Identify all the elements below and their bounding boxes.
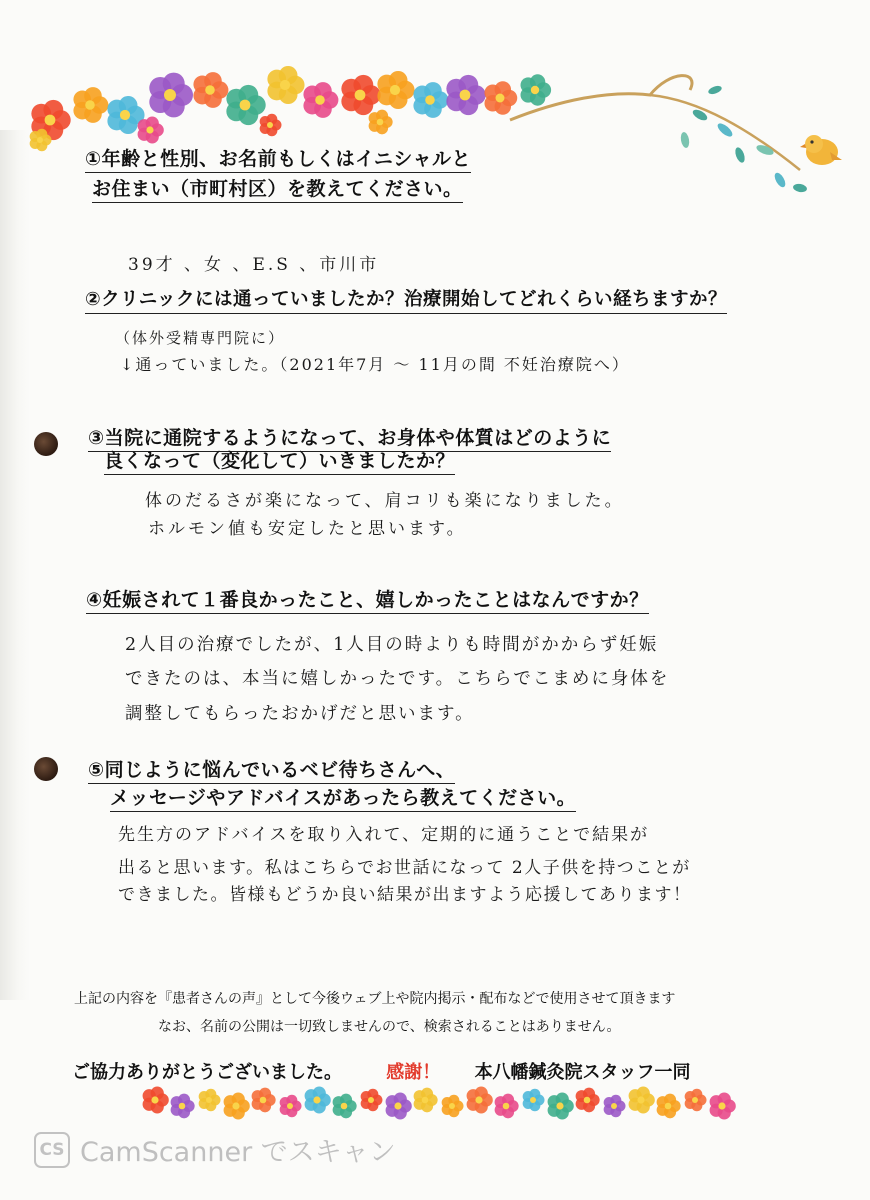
flower-icon bbox=[442, 1095, 464, 1117]
answer-3-line1: 体のだるさが楽になって、肩コリも楽になりました。 bbox=[145, 491, 625, 511]
flower-icon bbox=[226, 85, 265, 125]
flower-garland-top bbox=[20, 50, 580, 160]
binder-hole bbox=[34, 757, 58, 781]
question-4-line1: ④妊娠されて１番良かったこと、嬉しかったことはなんですか？ bbox=[86, 588, 649, 614]
flower-icon bbox=[377, 71, 414, 109]
flower-icon bbox=[369, 110, 393, 135]
flower-icon bbox=[495, 1094, 519, 1119]
footer-notice-2: なお、名前の公開は一切致しませんので、検索されることはありません。 bbox=[158, 1019, 621, 1035]
answer-5-line2: 出ると思います。私はこちらでお世話になって 2人子供を持つことが bbox=[118, 858, 691, 878]
thanks-red: 感謝！ bbox=[386, 1062, 441, 1083]
flower-icon bbox=[576, 1088, 600, 1113]
answer-4-line3: 調整してもらったおかげだと思います。 bbox=[125, 704, 475, 724]
flower-icon bbox=[267, 66, 304, 104]
answer-2: ↓通っていました。（2021年7月 ～ 11月の間 不妊治療院へ） bbox=[120, 355, 630, 374]
answer-5-line1: 先生方のアドバイスを取り入れて、定期的に通うことで結果が bbox=[118, 825, 650, 845]
flower-icon bbox=[685, 1089, 707, 1111]
flower-icon bbox=[73, 87, 108, 123]
answer-1: 39才 、女 、E.S 、市川市 bbox=[128, 255, 380, 275]
question-5-line2: メッセージやアドバイスがあったら教えてください。 bbox=[110, 786, 576, 812]
question-3-line2: 良くなって（変化して）いきましたか？ bbox=[104, 449, 455, 475]
flower-icon bbox=[467, 1087, 493, 1114]
footer-notice-1: 上記の内容を『患者さんの声』として今後ウェブ上や院内掲示・配布などで使用させて頂きます bbox=[74, 991, 676, 1007]
answer-3-line2: ホルモン値も安定したと思います。 bbox=[148, 519, 467, 539]
flower-icon bbox=[446, 75, 485, 115]
answer-4-line1: 2人目の治療でしたが、1人目の時よりも時間がかからず妊娠 bbox=[125, 635, 659, 655]
answer-5-line3: できました。皆様もどうか良い結果が出ますよう応援してあります！ bbox=[118, 885, 692, 905]
flower-icon bbox=[280, 1095, 302, 1117]
flower-icon bbox=[252, 1088, 276, 1113]
flower-icon bbox=[386, 1093, 412, 1120]
thanks-text: ご協力ありがとうございました。 bbox=[72, 1062, 342, 1083]
flower-icon bbox=[199, 1089, 221, 1111]
flower-icon bbox=[149, 73, 193, 118]
flower-icon bbox=[413, 82, 448, 118]
flower-icon bbox=[171, 1094, 195, 1119]
answer-2-note: （体外受精専門院に） bbox=[115, 329, 286, 347]
flower-icon bbox=[361, 1089, 383, 1111]
flower-icon bbox=[333, 1094, 357, 1119]
flower-icon bbox=[138, 117, 164, 144]
question-2-line1: ②クリニックには通っていましたか？治療開始してどれくらい経ちますか？ bbox=[85, 288, 727, 314]
camscanner-watermark bbox=[34, 1130, 396, 1169]
flower-icon bbox=[414, 1088, 438, 1113]
question-3-line1: ③当院に通院するようになって、お身体や体質はどのように bbox=[88, 426, 611, 452]
binder-hole bbox=[34, 432, 58, 456]
camscanner-text: CamScanner でスキャン bbox=[80, 1137, 396, 1168]
flower-icon bbox=[657, 1094, 681, 1119]
flower-icon bbox=[260, 114, 282, 136]
paper-edge bbox=[0, 130, 30, 1000]
bird-icon bbox=[800, 130, 844, 170]
flower-icon bbox=[341, 75, 380, 115]
answer-4-line2: できたのは、本当に嬉しかったです。こちらでこまめに身体を bbox=[125, 669, 670, 689]
flower-garland-bottom bbox=[140, 1080, 760, 1130]
question-1-line2: お住まい（市町村区）を教えてください。 bbox=[92, 177, 463, 203]
flower-icon bbox=[604, 1095, 626, 1117]
flower-icon bbox=[548, 1093, 574, 1120]
flower-icon bbox=[629, 1087, 655, 1114]
question-1-line1: ①年齢と性別、お名前もしくはイニシャルと bbox=[85, 147, 471, 173]
flower-icon bbox=[143, 1087, 169, 1114]
flower-icon bbox=[710, 1093, 736, 1120]
flower-icon bbox=[305, 1087, 331, 1114]
flower-icon bbox=[303, 82, 338, 118]
staff-signature: 本八幡鍼灸院スタッフ一同 bbox=[474, 1062, 691, 1083]
flower-icon bbox=[523, 1089, 545, 1111]
flower-icon bbox=[193, 72, 228, 108]
camscanner-logo: CS bbox=[34, 1132, 70, 1168]
question-5-line1: ⑤同じように悩んでいるベビ待ちさんへ、 bbox=[88, 758, 455, 784]
flower-icon bbox=[224, 1093, 250, 1120]
